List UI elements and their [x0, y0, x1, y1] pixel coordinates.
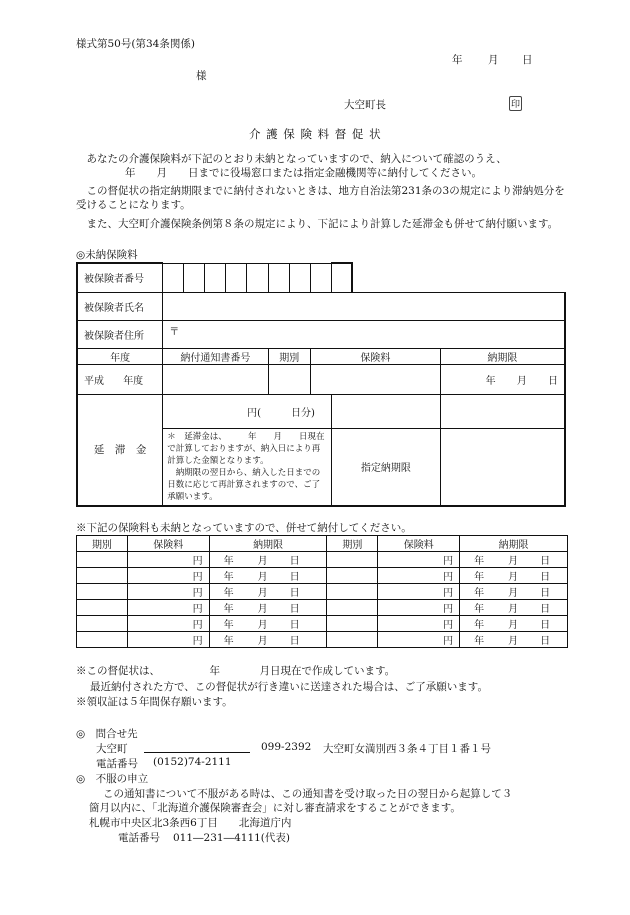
notice-number-cell[interactable]: [163, 364, 268, 394]
period-cell[interactable]: [268, 364, 310, 394]
document-title: 介 護 保 険 料 督 促 状: [249, 127, 382, 141]
appeal-heading: ◎ 不服の申立: [76, 773, 149, 785]
due-date-cell[interactable]: [460, 584, 568, 600]
due-month: 月: [257, 636, 268, 647]
col-period: 期別: [268, 348, 310, 364]
premium-cell[interactable]: 円: [127, 584, 209, 600]
created-day-suffix: 日現在で作成しています。: [270, 665, 396, 677]
late-fee-amount[interactable]: 円( 日分): [163, 394, 332, 428]
table-row: [77, 616, 568, 632]
due-date-cell[interactable]: [460, 568, 568, 584]
col-premium-left: 保険料: [127, 536, 209, 552]
insured-name-field[interactable]: [163, 292, 565, 320]
other-unpaid-label: ※下記の保険料も未納となっていますので、併せて納付してください。: [76, 522, 412, 534]
issue-date-year: 年: [452, 54, 463, 66]
other-unpaid-table: [76, 535, 568, 648]
due-month: 月: [508, 620, 519, 631]
unpaid-section-label: ◎未納保険料: [76, 249, 138, 261]
postal-mark: 〒: [169, 326, 180, 338]
contact-phone-label: 電話番号: [96, 758, 138, 770]
due-year: 年: [474, 572, 485, 583]
col-due-date-right: 納期限: [460, 536, 568, 552]
due-year: 年: [223, 556, 234, 567]
period-cell[interactable]: [327, 584, 378, 600]
due-year: 年: [474, 588, 485, 599]
due-day: 日: [540, 572, 551, 583]
appeal-text-line-2: 箇月以内に、「北海道介護保険審査会」に対し審査請求をすることができます。: [89, 802, 461, 814]
col-premium: 保険料: [310, 348, 440, 364]
due-month: 月: [257, 604, 268, 615]
year-suffix: 年度: [123, 375, 144, 387]
table-row: [77, 568, 568, 584]
insured-number-cell[interactable]: [331, 263, 352, 292]
due-day: 日: [289, 620, 300, 631]
table-row: [77, 632, 568, 648]
premium-cell[interactable]: 円: [378, 616, 460, 632]
col-notice-number: 納付通知書番号: [163, 348, 268, 364]
due-date-cell[interactable]: [460, 600, 568, 616]
premium-cell[interactable]: [310, 364, 440, 394]
due-day: 日: [289, 556, 300, 567]
insured-number-cell[interactable]: [310, 263, 331, 292]
due-year: 年: [223, 636, 234, 647]
due-day: 日: [540, 620, 551, 631]
due-date-cell[interactable]: [460, 632, 568, 648]
contact-town: 大空町: [96, 743, 128, 755]
due-year: 年: [474, 604, 485, 615]
premium-cell[interactable]: 円: [127, 616, 209, 632]
premium-cell[interactable]: 円: [378, 632, 460, 648]
period-cell[interactable]: [77, 600, 128, 616]
contact-address: 大空町女満別西３条４丁目１番１号: [323, 743, 491, 755]
designated-due-label: 指定納期限: [331, 428, 440, 506]
period-cell[interactable]: [77, 584, 128, 600]
addressee-suffix: 様: [196, 70, 207, 82]
col-due-date: 納期限: [440, 348, 565, 364]
table-row: [77, 600, 568, 616]
col-due-date-left: 納期限: [209, 536, 327, 552]
premium-cell[interactable]: 円: [127, 600, 209, 616]
late-fee-note: [163, 428, 332, 506]
due-day: 日: [540, 604, 551, 615]
created-month: 月: [259, 665, 270, 677]
col-period-right: 期別: [327, 536, 378, 552]
created-date-note: [76, 663, 396, 678]
body-paragraph-1-line-1: あなたの介護保険料が下記のとおり未納となっていますので、納入について確認のうえ、: [86, 153, 507, 165]
due-day: 日: [289, 604, 300, 615]
insured-name-label: 被保険者氏名: [77, 292, 163, 320]
due-date-cell[interactable]: [209, 600, 327, 616]
due-year: 年: [485, 375, 496, 387]
due-year: 年: [223, 572, 234, 583]
period-cell[interactable]: [327, 568, 378, 584]
premium-cell[interactable]: 円: [127, 568, 209, 584]
contact-heading: ◎ 問合せ先: [76, 728, 138, 740]
issuer-name: 大空町長: [344, 99, 386, 111]
due-date-cell[interactable]: [209, 616, 327, 632]
period-cell[interactable]: [77, 632, 128, 648]
col-period-left: 期別: [77, 536, 128, 552]
insured-number-cell[interactable]: [163, 263, 184, 292]
period-cell[interactable]: [77, 552, 128, 568]
premium-cell[interactable]: 円: [378, 568, 460, 584]
unpaid-premium-table: [76, 262, 566, 507]
crossed-notice: 最近納付された方で、この督促状が行き違いに送達された場合は、ご了承願います。: [90, 681, 488, 693]
due-date-cell[interactable]: [209, 584, 327, 600]
due-month: 月: [516, 375, 527, 387]
insured-number-cell[interactable]: [268, 263, 289, 292]
contact-phone: (0152)74-2111: [153, 756, 232, 768]
body-paragraph-1-line-2: 年 月 日までに役場窓口または指定金融機関等に納付してください。: [125, 167, 482, 179]
due-year: 年: [474, 620, 485, 631]
insured-number-cell[interactable]: [247, 263, 268, 292]
due-month: 月: [508, 572, 519, 583]
receipt-notice: ※領収証は５年間保存願います。: [76, 696, 233, 708]
late-fee-note-title: ＊ 延滞金は、 年 月 日現在で計算しておりますが、納入日により再計算した金額となります。: [167, 431, 325, 466]
insured-address-field[interactable]: [163, 320, 565, 348]
due-date-cell[interactable]: [460, 552, 568, 568]
due-date-cell[interactable]: [440, 364, 565, 394]
insured-number-label: 被保険者番号: [77, 263, 163, 292]
due-month: 月: [508, 604, 519, 615]
col-fiscal-year: 年度: [77, 348, 163, 364]
period-cell[interactable]: [327, 616, 378, 632]
issue-date-day: 日: [522, 54, 533, 66]
late-fee-label: 延 滞 金: [77, 394, 163, 506]
designated-due-field[interactable]: [440, 428, 565, 506]
due-month: 月: [257, 588, 268, 599]
due-month: 月: [257, 556, 268, 567]
premium-cell[interactable]: 円: [378, 600, 460, 616]
period-cell[interactable]: [327, 552, 378, 568]
appeal-address: 札幌市中央区北3条西6丁目 北海道庁内: [89, 817, 292, 829]
due-month: 月: [508, 636, 519, 647]
contact-postal: 099-2392: [261, 741, 312, 753]
due-year: 年: [474, 556, 485, 567]
fiscal-year-cell[interactable]: [77, 364, 163, 394]
late-fee-note-body: 納期限の翌日から、納入した日までの日数に応じて再計算されますので、ご了承願います。: [167, 467, 321, 502]
era-label: 平成: [84, 375, 104, 387]
due-date-cell[interactable]: [460, 616, 568, 632]
insured-address-label: 被保険者住所: [77, 320, 163, 348]
due-day: 日: [289, 572, 300, 583]
due-day: 日: [540, 556, 551, 567]
due-month: 月: [508, 556, 519, 567]
premium-cell[interactable]: 円: [378, 552, 460, 568]
form-number: 様式第50号(第34条関係): [76, 38, 195, 50]
insured-number-cell[interactable]: [226, 263, 247, 292]
appeal-text-line-1: この通知書について不服がある時は、この通知書を受け取った日の翌日から起算して３: [103, 788, 513, 800]
col-premium-right: 保険料: [378, 536, 460, 552]
body-paragraph-3: また、大空町介護保険条例第８条の規定により、下記により計算した延滞金も併せて納付願います。: [86, 218, 559, 230]
period-cell[interactable]: [327, 632, 378, 648]
due-year: 年: [223, 588, 234, 599]
appeal-phone: 011―231―4111(代表): [173, 832, 290, 844]
due-year: 年: [223, 604, 234, 615]
due-day: 日: [289, 636, 300, 647]
insured-number-cell[interactable]: [184, 263, 205, 292]
due-date-cell[interactable]: [209, 568, 327, 584]
late-fee-blank: [331, 394, 440, 428]
premium-cell[interactable]: 円: [378, 584, 460, 600]
seal-mark: 印: [509, 96, 522, 111]
due-month: 月: [257, 620, 268, 631]
due-day: 日: [540, 636, 551, 647]
period-cell[interactable]: [77, 568, 128, 584]
late-fee-blank-right: [440, 394, 565, 428]
created-year: 年: [209, 665, 220, 677]
premium-cell[interactable]: 円: [127, 632, 209, 648]
insured-number-cell[interactable]: [205, 263, 226, 292]
period-cell[interactable]: [77, 616, 128, 632]
due-month: 月: [508, 588, 519, 599]
due-date-cell[interactable]: [209, 552, 327, 568]
due-day: 日: [289, 588, 300, 599]
due-date-cell[interactable]: [209, 632, 327, 648]
insured-number-cell[interactable]: [289, 263, 310, 292]
premium-cell[interactable]: 円: [127, 552, 209, 568]
created-prefix: ※この督促状は、: [76, 665, 160, 677]
due-day: 日: [548, 375, 558, 387]
due-year: 年: [474, 636, 485, 647]
due-year: 年: [223, 620, 234, 631]
due-day: 日: [540, 588, 551, 599]
table-row: [77, 552, 568, 568]
period-cell[interactable]: [327, 600, 378, 616]
issue-date-month: 月: [488, 54, 499, 66]
blank-area: [352, 263, 565, 292]
body-paragraph-2: この督促状の指定納期限までに納付されないときは、地方自治法第231条の3の規定により滞納処分を受けることになります。: [76, 185, 565, 211]
contact-underline: [144, 752, 250, 753]
due-month: 月: [257, 572, 268, 583]
table-row: [77, 584, 568, 600]
appeal-phone-label: 電話番号: [118, 832, 160, 844]
